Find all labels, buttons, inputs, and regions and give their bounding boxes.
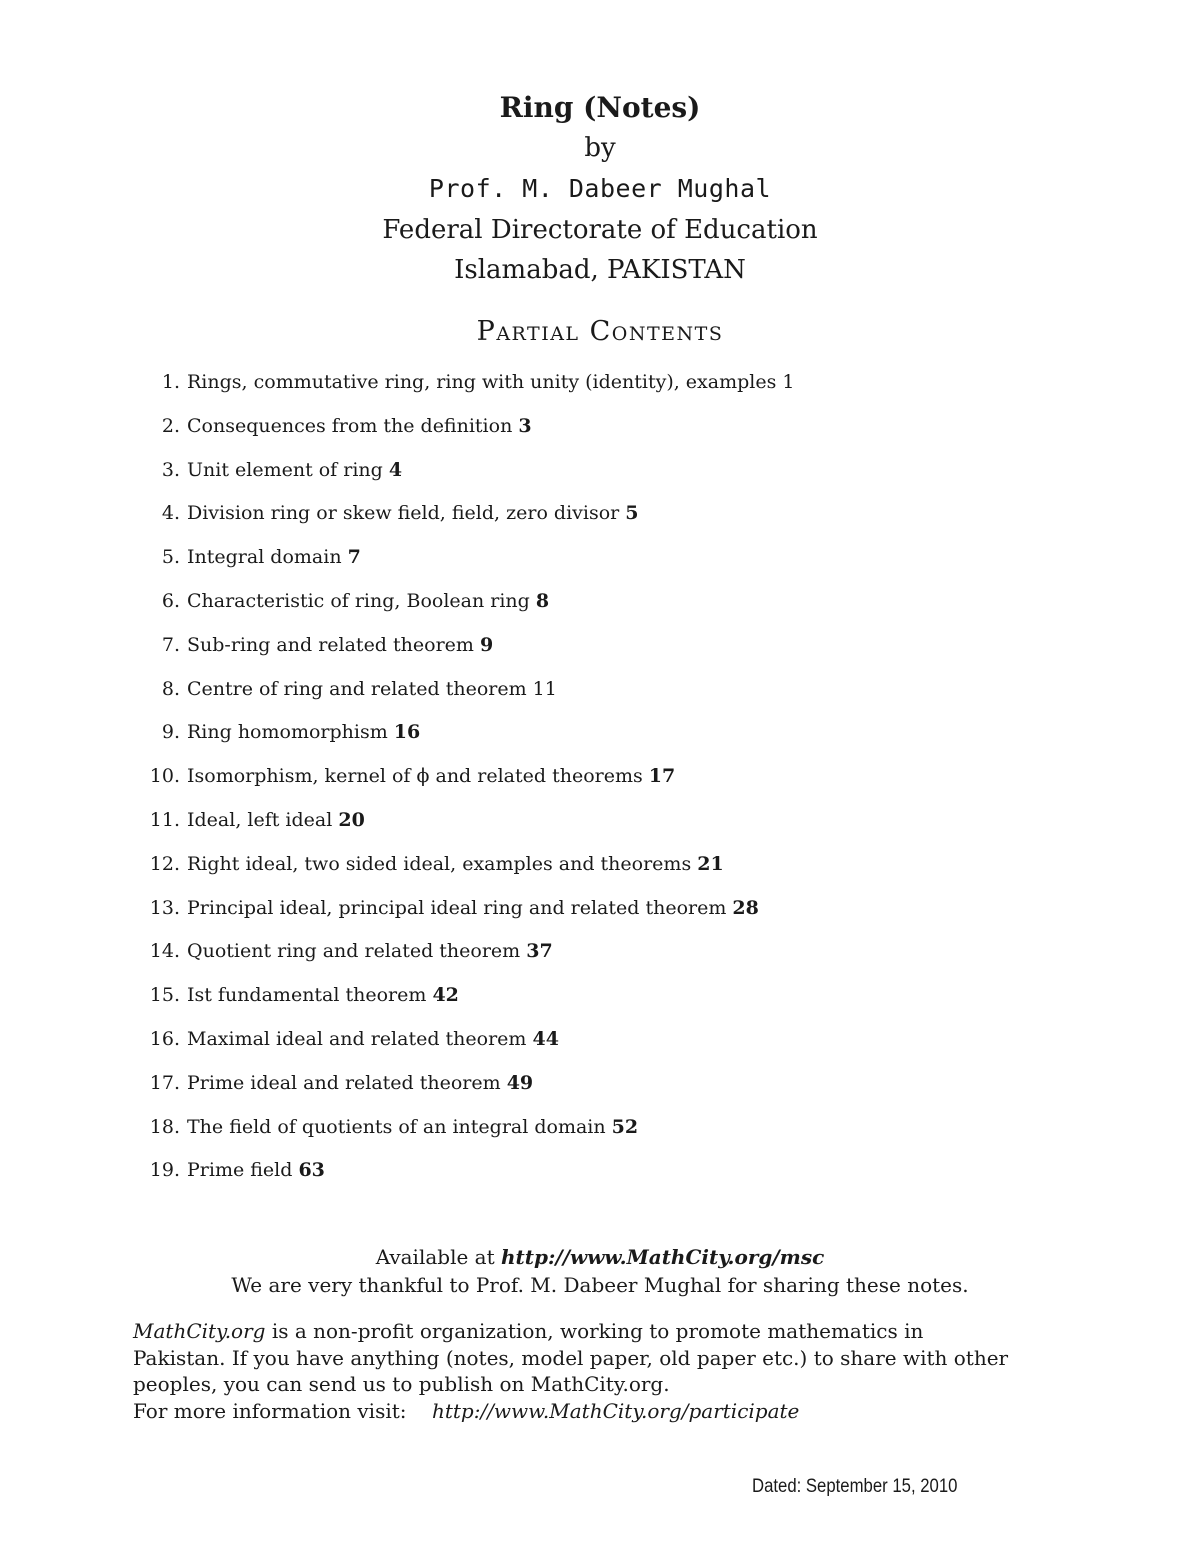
toc-item-title: Centre of ring and related theorem xyxy=(187,677,527,700)
participate-url-link[interactable]: http://www.MathCity.org/participate xyxy=(431,1398,800,1423)
toc-item-title: Ring homomorphism xyxy=(187,721,388,744)
available-url-link[interactable]: http://www.MathCity.org/msc xyxy=(501,1245,825,1269)
available-prefix: Available at xyxy=(375,1245,495,1269)
toc-item xyxy=(140,717,1060,761)
toc-item-title: Ist fundamental theorem xyxy=(187,984,427,1007)
toc-item xyxy=(140,980,1060,1024)
toc-item-number: 3. xyxy=(161,458,180,481)
toc-item-number: 15. xyxy=(149,984,180,1007)
toc-item-number: 1. xyxy=(161,371,180,393)
toc-item-number: 7. xyxy=(161,633,180,656)
toc-item-number: 9. xyxy=(161,721,180,744)
toc-item-page: 7 xyxy=(347,546,361,569)
toc-item-page: 16 xyxy=(393,721,421,744)
toc-item-page: 11 xyxy=(532,677,557,700)
toc-item-number: 17. xyxy=(149,1071,180,1094)
toc-item-page: 49 xyxy=(506,1071,534,1094)
by-line: by xyxy=(584,133,616,163)
about-text: is a non-profit organization, working to promote mathematics in Pakistan. If you have anything (notes, model paper, old paper etc.) to share with other peoples, you can send us to publish on MathCity.org. xyxy=(133,1319,1009,1396)
toc-item xyxy=(140,542,1060,586)
about-section xyxy=(133,1318,1013,1424)
toc-item-title: Rings, commutative ring, ring with unity (identity), examples xyxy=(187,371,777,393)
toc-item-title: Characteristic of ring, Boolean ring xyxy=(187,589,530,612)
toc-item xyxy=(140,674,1060,718)
toc-item-title: Integral domain xyxy=(187,546,342,569)
toc-item-number: 2. xyxy=(161,414,180,437)
toc-item-number: 8. xyxy=(161,677,180,700)
toc-item-number: 19. xyxy=(149,1159,180,1182)
toc-item-title: Ideal, left ideal xyxy=(187,808,333,831)
toc-item-title: Division ring or skew field, field, zero divisor xyxy=(187,502,620,525)
toc-item-title: Prime ideal and related theorem xyxy=(187,1071,501,1094)
toc-item-title: Quotient ring and related theorem xyxy=(187,940,521,963)
affiliation-line-2: Islamabad, PAKISTAN xyxy=(454,255,746,285)
toc-item xyxy=(140,630,1060,674)
toc-item-title: Maximal ideal and related theorem xyxy=(187,1027,527,1050)
toc-item-page: 4 xyxy=(388,458,403,481)
toc-item-page: 37 xyxy=(526,940,553,963)
thanks-line: We are very thankful to Prof. M. Dabeer Mughal for sharing these notes. xyxy=(231,1273,969,1297)
document-header xyxy=(0,88,1200,290)
toc-item-number: 5. xyxy=(161,546,180,569)
affiliation-line-1: Federal Directorate of Education xyxy=(382,215,818,245)
availability-footer xyxy=(0,1243,1200,1299)
toc-item-title: Right ideal, two sided ideal, examples and theorems xyxy=(187,852,692,875)
date-stamp: Dated: September 15, 2010 xyxy=(752,1476,958,1497)
toc-item-title: Prime field xyxy=(187,1159,293,1182)
toc-item-page: 44 xyxy=(532,1027,559,1050)
more-info-line xyxy=(133,1398,1013,1425)
toc-item-page: 20 xyxy=(338,808,365,831)
toc-item xyxy=(140,586,1060,630)
about-paragraph xyxy=(133,1318,1013,1398)
toc-item-title: Principal ideal, principal ideal ring and related theorem xyxy=(187,896,727,919)
toc-item-number: 12. xyxy=(149,852,180,875)
toc-item-title: The field of quotients of an integral domain xyxy=(187,1115,606,1138)
toc-item xyxy=(140,761,1060,805)
toc-item-number: 18. xyxy=(149,1115,180,1138)
contents-heading: Partial Contents xyxy=(476,316,724,347)
toc-item-number: 6. xyxy=(161,589,180,612)
toc-item-page: 52 xyxy=(611,1115,639,1138)
toc-item xyxy=(140,498,1060,542)
more-info-prefix: For more information visit: xyxy=(133,1398,407,1423)
toc-item xyxy=(140,849,1060,893)
toc-item xyxy=(140,805,1060,849)
availability-line xyxy=(0,1243,1200,1271)
toc-item-number: 16. xyxy=(149,1027,180,1050)
toc-item-page: 5 xyxy=(625,502,639,525)
toc-item-number: 11. xyxy=(149,808,180,831)
toc-item-page: 28 xyxy=(732,896,759,919)
toc-item-page: 21 xyxy=(697,852,724,875)
toc-item xyxy=(140,1024,1060,1068)
toc-item-page: 8 xyxy=(535,589,550,612)
toc-item xyxy=(140,1155,1060,1199)
toc-item-number: 4. xyxy=(161,502,180,525)
toc-item xyxy=(140,1068,1060,1112)
toc-item-title: Isomorphism, kernel of ϕ and related theorems xyxy=(187,765,643,788)
toc-item xyxy=(140,936,1060,980)
toc-item-number: 14. xyxy=(149,940,180,963)
toc-item-page: 9 xyxy=(479,633,494,656)
toc-item xyxy=(140,893,1060,937)
table-of-contents xyxy=(140,367,1060,1199)
toc-item-page: 42 xyxy=(432,984,459,1007)
toc-item-title: Consequences from the definition xyxy=(187,414,513,437)
toc-item-title: Unit element of ring xyxy=(187,458,383,481)
author-name: Prof. M. Dabeer Mughal xyxy=(428,174,772,203)
toc-item-number: 10. xyxy=(149,765,180,788)
toc-item-title: Sub-ring and related theorem xyxy=(187,633,474,656)
toc-item xyxy=(140,1112,1060,1156)
org-name: MathCity.org xyxy=(133,1319,266,1343)
toc-item-page: 1 xyxy=(782,371,795,393)
toc-item-page: 63 xyxy=(298,1159,325,1182)
toc-item-page: 17 xyxy=(648,765,676,788)
toc-item xyxy=(140,455,1060,499)
toc-item-page: 3 xyxy=(518,414,532,437)
toc-item xyxy=(140,367,1060,411)
toc-item-number: 13. xyxy=(149,896,180,919)
toc-item xyxy=(140,411,1060,455)
document-title: Ring (Notes) xyxy=(499,91,701,124)
